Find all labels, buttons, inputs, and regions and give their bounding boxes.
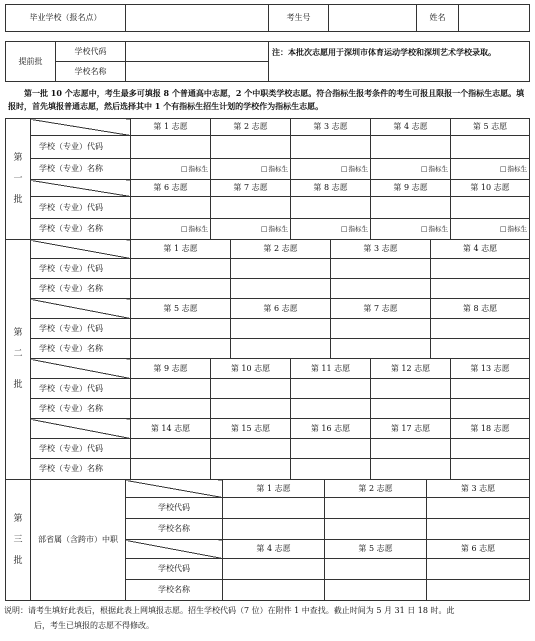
- wish-code-input[interactable]: [131, 319, 231, 339]
- quota-checkbox[interactable]: □指标生: [211, 219, 291, 240]
- wish-name-input[interactable]: [451, 399, 530, 419]
- wish-header: 第 8 志愿: [431, 299, 530, 319]
- wish-header: 第 10 志愿: [451, 180, 530, 197]
- row-label-name: 学校（专业）名称: [31, 339, 131, 359]
- wish-header: 第 2 志愿: [325, 480, 427, 498]
- wish-name-input[interactable]: [371, 459, 451, 480]
- quota-checkbox[interactable]: □指标生: [451, 219, 530, 240]
- batch3-table: [5, 479, 530, 601]
- name-input[interactable]: [459, 5, 530, 32]
- wish-code-input[interactable]: [325, 498, 427, 519]
- wish-name-input[interactable]: [331, 279, 431, 299]
- wish-header: 第 12 志愿: [371, 359, 451, 379]
- early-batch-label: 提前批: [6, 42, 56, 82]
- early-code-input[interactable]: [126, 42, 269, 62]
- wish-code-input[interactable]: [371, 136, 451, 159]
- batch3-category: 部省属（含跨市）中职: [31, 480, 126, 601]
- wish-header: 第 6 志愿: [131, 180, 211, 197]
- wish-code-input[interactable]: [223, 498, 325, 519]
- wish-header: 第 8 志愿: [291, 180, 371, 197]
- wish-header: 第 2 志愿: [231, 240, 331, 259]
- wish-header: 第 18 志愿: [451, 419, 530, 439]
- batch2-label: 第 二 批: [6, 240, 31, 480]
- wish-name-input[interactable]: [325, 580, 427, 601]
- school-input[interactable]: [126, 5, 269, 32]
- wish-name-input[interactable]: [451, 459, 530, 480]
- wish-name-input[interactable]: [331, 339, 431, 359]
- checkbox-icon: □: [340, 224, 348, 233]
- wish-header: 第 3 志愿: [291, 119, 371, 136]
- name-label: 姓名: [417, 5, 459, 32]
- wish-code-input[interactable]: [211, 439, 291, 459]
- checkbox-icon: □: [499, 164, 507, 173]
- quota-checkbox[interactable]: □指标生: [451, 159, 530, 180]
- wish-header: 第 5 志愿: [325, 540, 427, 559]
- wish-name-input[interactable]: [325, 519, 427, 540]
- early-name-input[interactable]: [126, 62, 269, 82]
- footer-line-2: 后，考生已填报的志愿不得修改。: [34, 621, 154, 630]
- checkbox-icon: □: [420, 224, 428, 233]
- wish-header: 第 7 志愿: [331, 299, 431, 319]
- wish-code-input[interactable]: [223, 559, 325, 580]
- wish-code-input[interactable]: [331, 319, 431, 339]
- wish-header: 第 1 志愿: [131, 240, 231, 259]
- wish-header: 第 15 志愿: [211, 419, 291, 439]
- wish-name-input[interactable]: [231, 339, 331, 359]
- checkbox-icon: □: [180, 164, 188, 173]
- row-label-code: 学校代码: [126, 559, 223, 580]
- wish-code-input[interactable]: [451, 136, 530, 159]
- checkbox-icon: □: [260, 224, 268, 233]
- wish-code-input[interactable]: [371, 379, 451, 399]
- wish-name-input[interactable]: [211, 459, 291, 480]
- row-label-code: 学校代码: [126, 498, 223, 519]
- row-label-name: 学校（专业）名称: [31, 399, 131, 419]
- footer-line-1: 说明：请考生填好此表后，根据此表上网填报志愿。招生学校代码（7 位）在附件 1 中查找。截止时间为 5 月 31 日 18 时。此: [4, 606, 455, 615]
- wish-header: 第 9 志愿: [131, 359, 211, 379]
- wish-header: 第 2 志愿: [211, 119, 291, 136]
- diagonal-cell: [126, 480, 223, 498]
- wish-name-input[interactable]: [223, 580, 325, 601]
- wish-header: 第 10 志愿: [211, 359, 291, 379]
- wish-name-input[interactable]: [291, 399, 371, 419]
- wish-code-input[interactable]: [451, 197, 530, 219]
- wish-name-input[interactable]: [427, 580, 530, 601]
- quota-checkbox[interactable]: □指标生: [131, 159, 211, 180]
- wish-name-input[interactable]: [131, 459, 211, 480]
- row-label-name: 学校（专业）名称: [31, 159, 131, 180]
- wish-code-input[interactable]: [211, 197, 291, 219]
- wish-name-input[interactable]: [223, 519, 325, 540]
- wish-code-input[interactable]: [427, 559, 530, 580]
- wish-header: 第 3 志愿: [331, 240, 431, 259]
- wish-name-input[interactable]: [131, 279, 231, 299]
- wish-name-input[interactable]: [371, 399, 451, 419]
- row-label-code: 学校（专业）代码: [31, 319, 131, 339]
- wish-header: 第 1 志愿: [131, 119, 211, 136]
- wish-code-input[interactable]: [131, 379, 211, 399]
- wish-code-input[interactable]: [431, 319, 530, 339]
- wish-code-input[interactable]: [291, 439, 371, 459]
- wish-name-input[interactable]: [131, 339, 231, 359]
- wish-name-input[interactable]: [231, 279, 331, 299]
- wish-header: 第 6 志愿: [231, 299, 331, 319]
- diagonal-cell: [31, 119, 131, 136]
- batch1-table: [5, 118, 530, 240]
- row-label-name: 学校（专业）名称: [31, 459, 131, 480]
- wish-code-input[interactable]: [325, 559, 427, 580]
- checkbox-icon: □: [499, 224, 507, 233]
- wish-code-input[interactable]: [371, 197, 451, 219]
- row-label-code: 学校（专业）代码: [31, 379, 131, 399]
- row-label-name: 学校名称: [126, 519, 223, 540]
- wish-code-input[interactable]: [427, 498, 530, 519]
- wish-code-input[interactable]: [451, 379, 530, 399]
- wish-code-input[interactable]: [331, 259, 431, 279]
- quota-checkbox[interactable]: □指标生: [211, 159, 291, 180]
- wish-name-input[interactable]: [211, 399, 291, 419]
- wish-code-input[interactable]: [431, 259, 530, 279]
- wish-code-input[interactable]: [131, 439, 211, 459]
- wish-name-input[interactable]: [131, 399, 211, 419]
- diagonal-cell: [31, 240, 131, 259]
- checkbox-icon: □: [180, 224, 188, 233]
- batch3-label: 第 三 批: [6, 480, 31, 601]
- batch2-table: [5, 239, 530, 480]
- batch1-intro: 第一批 10 个志愿中，考生最多可填报 8 个普通高中志愿，2 个中职类学校志愿。符合指标生报考条件的考生可报且限报一个指标生志愿。填报时，首先填报普通志愿，然后选择其中 1 个有指标生招生计划的学校作为指标生志愿。: [8, 88, 525, 111]
- wish-header: 第 13 志愿: [451, 359, 530, 379]
- wish-header: 第 9 志愿: [371, 180, 451, 197]
- wish-code-input[interactable]: [291, 379, 371, 399]
- diagonal-cell: [31, 299, 131, 319]
- wish-header: 第 1 志愿: [223, 480, 325, 498]
- wish-code-input[interactable]: [371, 439, 451, 459]
- exam-no-label: 考生号: [269, 5, 329, 32]
- early-batch-table: [5, 41, 530, 82]
- wish-header: 第 4 志愿: [223, 540, 325, 559]
- wish-header: 第 16 志愿: [291, 419, 371, 439]
- quota-checkbox[interactable]: □指标生: [371, 219, 451, 240]
- exam-no-input[interactable]: [329, 5, 417, 32]
- row-label-code: 学校（专业）代码: [31, 197, 131, 219]
- wish-name-input[interactable]: [291, 459, 371, 480]
- wish-header: 第 3 志愿: [427, 480, 530, 498]
- wish-header: 第 5 志愿: [131, 299, 231, 319]
- wish-name-input[interactable]: [427, 519, 530, 540]
- wish-code-input[interactable]: [131, 259, 231, 279]
- wish-code-input[interactable]: [291, 197, 371, 219]
- row-label-code: 学校（专业）代码: [31, 439, 131, 459]
- wish-header: 第 11 志愿: [291, 359, 371, 379]
- diagonal-cell: [31, 419, 131, 439]
- school-label: 毕业学校（报名点）: [6, 5, 126, 32]
- diagonal-cell: [31, 359, 131, 379]
- checkbox-icon: □: [340, 164, 348, 173]
- quota-checkbox[interactable]: □指标生: [291, 159, 371, 180]
- wish-name-input[interactable]: [431, 279, 530, 299]
- wish-name-input[interactable]: [431, 339, 530, 359]
- wish-code-input[interactable]: [231, 259, 331, 279]
- wish-header: 第 14 志愿: [131, 419, 211, 439]
- wish-code-input[interactable]: [231, 319, 331, 339]
- row-label-name: 学校名称: [126, 580, 223, 601]
- diagonal-cell: [126, 540, 223, 559]
- early-code-label: 学校代码: [56, 42, 126, 62]
- wish-header: 第 7 志愿: [211, 180, 291, 197]
- wish-code-input[interactable]: [131, 136, 211, 159]
- wish-code-input[interactable]: [211, 379, 291, 399]
- quota-checkbox[interactable]: □指标生: [131, 219, 211, 240]
- footer-note: [4, 603, 532, 633]
- wish-code-input[interactable]: [211, 136, 291, 159]
- row-label-code: 学校（专业）代码: [31, 259, 131, 279]
- quota-checkbox[interactable]: □指标生: [371, 159, 451, 180]
- early-note: 注：本批次志愿用于深圳市体育运动学校和深圳艺术学校录取。: [269, 42, 530, 82]
- wish-code-input[interactable]: [291, 136, 371, 159]
- checkbox-icon: □: [260, 164, 268, 173]
- diagonal-cell: [31, 180, 131, 197]
- checkbox-icon: □: [420, 164, 428, 173]
- row-label-name: 学校（专业）名称: [31, 279, 131, 299]
- wish-code-input[interactable]: [131, 197, 211, 219]
- wish-header: 第 6 志愿: [427, 540, 530, 559]
- row-label-code: 学校（专业）代码: [31, 136, 131, 159]
- batch1-label: 第 一 批: [6, 119, 31, 240]
- wish-header: 第 4 志愿: [371, 119, 451, 136]
- wish-header: 第 17 志愿: [371, 419, 451, 439]
- row-label-name: 学校（专业）名称: [31, 219, 131, 240]
- wish-header: 第 5 志愿: [451, 119, 530, 136]
- early-name-label: 学校名称: [56, 62, 126, 82]
- wish-code-input[interactable]: [451, 439, 530, 459]
- quota-checkbox[interactable]: □指标生: [291, 219, 371, 240]
- header-table: [5, 4, 530, 32]
- wish-header: 第 4 志愿: [431, 240, 530, 259]
